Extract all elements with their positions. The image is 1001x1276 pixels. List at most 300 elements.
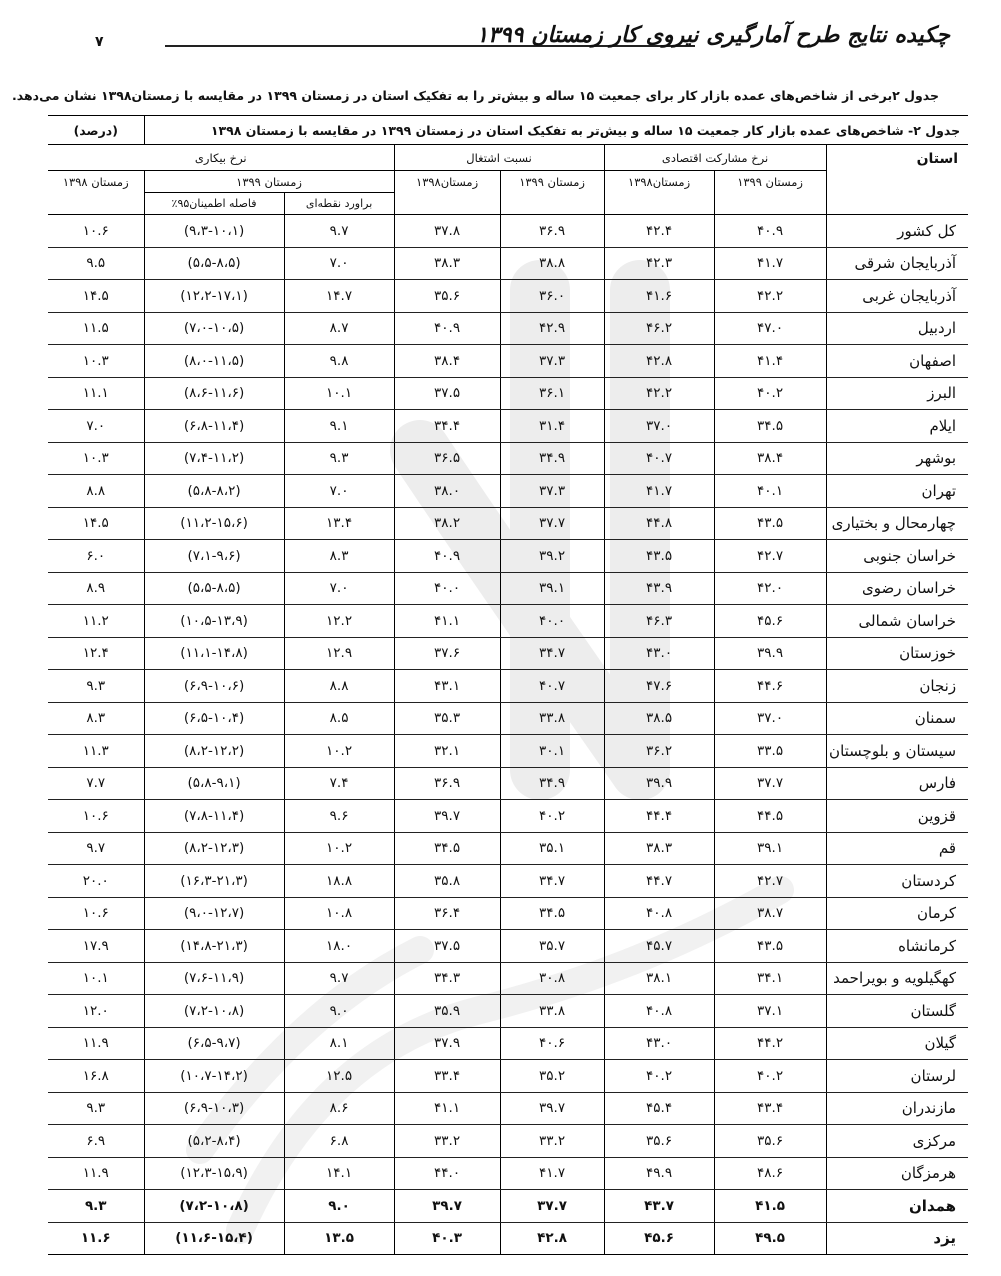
cell-participation-1398: ۳۸.۵ [604,702,714,735]
table-row [48,507,968,540]
cell-province: مازندران [826,1092,968,1125]
cell-province: قزوین [826,800,968,833]
cell-unemployment-1398: ۱۱.۳ [48,735,144,768]
cell-unemployment-point: ۱۸.۸ [284,865,394,898]
table-row [48,312,968,345]
cell-employment-1399: ۳۷.۳ [500,475,604,508]
cell-unemployment-ci: (۷،۰-۱۰،۵) [144,312,284,345]
table-row [48,1125,968,1158]
cell-unemployment-ci: (۹،۰-۱۲،۷) [144,897,284,930]
cell-employment-1399: ۳۳.۲ [500,1125,604,1158]
cell-unemployment-point: ۸.۸ [284,670,394,703]
cell-employment-1398: ۴۱.۱ [394,1092,500,1125]
cell-participation-1399: ۴۴.۶ [714,670,826,703]
cell-participation-1399: ۴۰.۲ [714,1060,826,1093]
cell-unemployment-1398: ۷.۰ [48,410,144,443]
cell-unemployment-ci: (۱۶،۳-۲۱،۳) [144,865,284,898]
cell-unemployment-1398: ۱۴.۵ [48,507,144,540]
cell-employment-1398: ۳۸.۳ [394,247,500,280]
table-row [48,377,968,410]
cell-employment-1399: ۳۴.۹ [500,767,604,800]
cell-unemployment-point: ۹.۳ [284,442,394,475]
cell-unemployment-point: ۸.۷ [284,312,394,345]
table-row [48,442,968,475]
cell-participation-1398: ۳۹.۹ [604,767,714,800]
cell-participation-1398: ۴۰.۷ [604,442,714,475]
cell-employment-1399: ۳۴.۹ [500,442,604,475]
cell-unemployment-ci: (۱۱،۱-۱۴،۸) [144,637,284,670]
cell-province: آذربایجان شرقی [826,247,968,280]
cell-employment-1399: ۳۶.۱ [500,377,604,410]
cell-unemployment-point: ۱۲.۲ [284,605,394,638]
cell-participation-1399: ۴۳.۴ [714,1092,826,1125]
cell-participation-1399: ۳۹.۱ [714,832,826,865]
table-caption: جدول ۲برخی از شاخص‌های عمده بازار کار برای جمعیت ۱۵ ساله و بیش‌تر را به تفکیک استان در زمستان ۱۳۹۹ در مقایسه با زمستان۱۳۹۸ نشان می‌دهد. [12,88,939,103]
cell-employment-1399: ۳۵.۲ [500,1060,604,1093]
cell-unemployment-ci: (۵،۵-۸،۵) [144,247,284,280]
cell-participation-1399: ۴۰.۹ [714,215,826,248]
col-unemployment-1399: زمستان ۱۳۹۹ [144,171,394,193]
cell-employment-1399: ۳۹.۲ [500,540,604,573]
cell-unemployment-point: ۱۰.۱ [284,377,394,410]
cell-unemployment-1398: ۱۱.۲ [48,605,144,638]
cell-participation-1398: ۴۳.۷ [604,1190,714,1223]
table-row [48,995,968,1028]
cell-participation-1399: ۴۳.۵ [714,507,826,540]
cell-unemployment-1398: ۹.۳ [48,1092,144,1125]
cell-unemployment-point: ۱۸.۰ [284,930,394,963]
cell-unemployment-1398: ۱۰.۶ [48,215,144,248]
cell-employment-1398: ۳۶.۹ [394,767,500,800]
cell-province: سیستان و بلوچستان [826,735,968,768]
group-employment: نسبت اشتغال [394,145,604,171]
cell-unemployment-ci: (۱۰،۷-۱۴،۲) [144,1060,284,1093]
cell-employment-1399: ۳۹.۱ [500,572,604,605]
cell-employment-1399: ۳۰.۸ [500,962,604,995]
cell-participation-1398: ۳۵.۶ [604,1125,714,1158]
cell-participation-1399: ۴۱.۷ [714,247,826,280]
cell-province: خراسان شمالی [826,605,968,638]
cell-participation-1398: ۴۲.۴ [604,215,714,248]
table-row [48,702,968,735]
cell-unemployment-point: ۱۰.۲ [284,735,394,768]
cell-unemployment-1398: ۹.۵ [48,247,144,280]
cell-unemployment-1398: ۱۲.۰ [48,995,144,1028]
cell-participation-1399: ۴۱.۴ [714,345,826,378]
cell-unemployment-ci: (۷،۱-۹،۶) [144,540,284,573]
table-row [48,247,968,280]
cell-participation-1399: ۳۷.۰ [714,702,826,735]
cell-unemployment-point: ۹.۰ [284,995,394,1028]
cell-participation-1398: ۳۶.۲ [604,735,714,768]
table-row [48,962,968,995]
cell-unemployment-point: ۹.۷ [284,962,394,995]
cell-unemployment-ci: (۶،۸-۱۱،۴) [144,410,284,443]
cell-participation-1398: ۴۶.۳ [604,605,714,638]
cell-employment-1398: ۳۵.۸ [394,865,500,898]
cell-province: آذربایجان غربی [826,280,968,313]
cell-employment-1398: ۳۶.۵ [394,442,500,475]
cell-province: همدان [826,1190,968,1223]
cell-participation-1398: ۴۰.۸ [604,897,714,930]
cell-unemployment-point: ۶.۸ [284,1125,394,1158]
cell-participation-1398: ۴۴.۷ [604,865,714,898]
table-row [48,410,968,443]
cell-unemployment-ci: (۷،۶-۱۱،۹) [144,962,284,995]
cell-employment-1399: ۴۰.۲ [500,800,604,833]
cell-province: لرستان [826,1060,968,1093]
cell-participation-1398: ۴۰.۸ [604,995,714,1028]
table-row [48,1060,968,1093]
cell-unemployment-point: ۷.۰ [284,572,394,605]
cell-participation-1399: ۳۴.۱ [714,962,826,995]
cell-unemployment-1398: ۷.۷ [48,767,144,800]
cell-unemployment-1398: ۱۰.۳ [48,442,144,475]
table-title: جدول ۲- شاخص‌های عمده بازار کار جمعیت ۱۵ ساله و بیش‌تر به تفکیک استان در زمستان ۱۳۹۹ در مقایسه با زمستان ۱۳۹۸ [144,116,968,145]
cell-province: فارس [826,767,968,800]
cell-unemployment-point: ۹.۱ [284,410,394,443]
cell-employment-1398: ۴۰.۹ [394,312,500,345]
cell-unemployment-point: ۱۲.۹ [284,637,394,670]
cell-employment-1398: ۴۴.۰ [394,1157,500,1190]
table-body [48,215,968,1255]
cell-unemployment-point: ۱۰.۸ [284,897,394,930]
cell-employment-1399: ۴۲.۹ [500,312,604,345]
table-row [48,930,968,963]
cell-unemployment-point: ۸.۶ [284,1092,394,1125]
cell-employment-1399: ۳۵.۷ [500,930,604,963]
cell-unemployment-ci: (۵،۸-۸،۲) [144,475,284,508]
cell-participation-1398: ۳۸.۱ [604,962,714,995]
cell-unemployment-ci: (۵،۸-۹،۱) [144,767,284,800]
cell-unemployment-1398: ۸.۹ [48,572,144,605]
cell-unemployment-1398: ۶.۹ [48,1125,144,1158]
cell-employment-1398: ۳۸.۰ [394,475,500,508]
cell-employment-1399: ۴۰.۷ [500,670,604,703]
cell-employment-1398: ۴۰.۳ [394,1222,500,1255]
cell-unemployment-1398: ۱۶.۸ [48,1060,144,1093]
cell-unemployment-point: ۸.۳ [284,540,394,573]
cell-employment-1398: ۳۵.۹ [394,995,500,1028]
cell-province: خوزستان [826,637,968,670]
cell-unemployment-1398: ۹.۳ [48,1190,144,1223]
cell-unemployment-ci: (۱۱،۲-۱۵،۶) [144,507,284,540]
cell-employment-1399: ۳۷.۷ [500,1190,604,1223]
cell-employment-1398: ۴۳.۱ [394,670,500,703]
cell-unemployment-point: ۹.۶ [284,800,394,833]
cell-participation-1398: ۳۷.۰ [604,410,714,443]
cell-participation-1399: ۴۴.۲ [714,1027,826,1060]
cell-province: ایلام [826,410,968,443]
cell-employment-1398: ۳۷.۹ [394,1027,500,1060]
cell-province: البرز [826,377,968,410]
cell-unemployment-1398: ۱۱.۹ [48,1157,144,1190]
table-row [48,897,968,930]
cell-employment-1398: ۳۳.۴ [394,1060,500,1093]
cell-unemployment-point: ۱۴.۱ [284,1157,394,1190]
cell-unemployment-point: ۸.۵ [284,702,394,735]
cell-employment-1398: ۳۴.۳ [394,962,500,995]
cell-employment-1398: ۴۰.۰ [394,572,500,605]
cell-participation-1398: ۴۶.۲ [604,312,714,345]
cell-unemployment-ci: (۷،۴-۱۱،۲) [144,442,284,475]
cell-participation-1398: ۴۲.۸ [604,345,714,378]
col-point-estimate: براورد نقطه‌ای [284,193,394,215]
cell-unemployment-point: ۱۴.۷ [284,280,394,313]
cell-participation-1399: ۳۴.۵ [714,410,826,443]
cell-province: سمنان [826,702,968,735]
table-row [48,215,968,248]
cell-unemployment-ci: (۱۰،۵-۱۳،۹) [144,605,284,638]
cell-participation-1398: ۴۹.۹ [604,1157,714,1190]
cell-participation-1398: ۴۳.۵ [604,540,714,573]
cell-participation-1399: ۴۱.۵ [714,1190,826,1223]
table-row [48,735,968,768]
cell-employment-1399: ۴۰.۰ [500,605,604,638]
cell-participation-1399: ۴۵.۶ [714,605,826,638]
cell-unemployment-point: ۹.۷ [284,215,394,248]
cell-participation-1398: ۴۵.۷ [604,930,714,963]
cell-unemployment-1398: ۶.۰ [48,540,144,573]
cell-unemployment-point: ۷.۰ [284,247,394,280]
cell-employment-1399: ۳۹.۷ [500,1092,604,1125]
cell-province: خراسان جنوبی [826,540,968,573]
col-participation-1398: زمستان۱۳۹۸ [604,171,714,215]
cell-unemployment-ci: (۶،۵-۱۰،۴) [144,702,284,735]
table-row [48,637,968,670]
cell-participation-1399: ۴۹.۵ [714,1222,826,1255]
header-title: چکیده نتایج طرح آمارگیری نیروی کار زمستان ۱۳۹۹ [476,22,950,48]
cell-province: کهگیلویه و بویراحمد [826,962,968,995]
cell-province: گیلان [826,1027,968,1060]
cell-province: گلستان [826,995,968,1028]
cell-unemployment-1398: ۱۱.۶ [48,1222,144,1255]
cell-province: زنجان [826,670,968,703]
cell-employment-1399: ۳۱.۴ [500,410,604,443]
cell-employment-1399: ۴۱.۷ [500,1157,604,1190]
cell-unemployment-ci: (۶،۹-۱۰،۳) [144,1092,284,1125]
cell-unemployment-point: ۹.۰ [284,1190,394,1223]
cell-employment-1399: ۳۶.۰ [500,280,604,313]
cell-unemployment-ci: (۷،۲-۱۰،۸) [144,995,284,1028]
labor-indicators-table [48,115,968,1255]
col-employment-1399: زمستان ۱۳۹۹ [500,171,604,215]
cell-unemployment-ci: (۷،۲-۱۰،۸) [144,1190,284,1223]
table-row [48,1092,968,1125]
cell-employment-1399: ۳۷.۳ [500,345,604,378]
cell-employment-1398: ۳۲.۱ [394,735,500,768]
cell-employment-1398: ۳۴.۴ [394,410,500,443]
cell-participation-1399: ۴۲.۷ [714,865,826,898]
table-row [48,475,968,508]
cell-unemployment-ci: (۵،۲-۸،۴) [144,1125,284,1158]
cell-participation-1399: ۴۳.۵ [714,930,826,963]
cell-employment-1399: ۳۷.۷ [500,507,604,540]
cell-unemployment-1398: ۱۰.۶ [48,897,144,930]
cell-unemployment-1398: ۲۰.۰ [48,865,144,898]
cell-participation-1399: ۳۸.۴ [714,442,826,475]
cell-unemployment-point: ۹.۸ [284,345,394,378]
cell-unemployment-ci: (۱۲،۲-۱۷،۱) [144,280,284,313]
cell-participation-1399: ۳۷.۷ [714,767,826,800]
cell-province: کرمانشاه [826,930,968,963]
cell-participation-1399: ۴۴.۵ [714,800,826,833]
cell-unemployment-1398: ۱۰.۶ [48,800,144,833]
cell-unemployment-ci: (۶،۹-۱۰،۶) [144,670,284,703]
cell-employment-1399: ۳۵.۱ [500,832,604,865]
cell-employment-1398: ۳۷.۵ [394,377,500,410]
cell-employment-1398: ۳۳.۲ [394,1125,500,1158]
table-row [48,865,968,898]
cell-participation-1399: ۴۰.۱ [714,475,826,508]
cell-participation-1398: ۴۴.۸ [604,507,714,540]
cell-province: یزد [826,1222,968,1255]
cell-unemployment-point: ۷.۰ [284,475,394,508]
cell-unemployment-point: ۸.۱ [284,1027,394,1060]
cell-unemployment-1398: ۸.۸ [48,475,144,508]
table-row [48,800,968,833]
cell-province: کردستان [826,865,968,898]
cell-unemployment-ci: (۸،۲-۱۲،۲) [144,735,284,768]
cell-participation-1398: ۴۲.۲ [604,377,714,410]
cell-unemployment-ci: (۶،۵-۹،۷) [144,1027,284,1060]
cell-participation-1398: ۴۴.۴ [604,800,714,833]
cell-employment-1399: ۳۰.۱ [500,735,604,768]
cell-employment-1399: ۳۳.۸ [500,702,604,735]
cell-employment-1398: ۳۶.۴ [394,897,500,930]
cell-participation-1398: ۴۳.۹ [604,572,714,605]
cell-employment-1399: ۳۴.۷ [500,637,604,670]
col-province: استان [826,145,968,215]
page-header [50,22,950,62]
cell-unemployment-point: ۷.۴ [284,767,394,800]
cell-province: بوشهر [826,442,968,475]
col-employment-1398: زمستان۱۳۹۸ [394,171,500,215]
table-row [48,345,968,378]
cell-employment-1399: ۴۲.۸ [500,1222,604,1255]
cell-participation-1398: ۴۳.۰ [604,637,714,670]
cell-participation-1398: ۴۵.۴ [604,1092,714,1125]
table-row [48,1222,968,1255]
cell-unemployment-1398: ۱۰.۱ [48,962,144,995]
cell-province: اصفهان [826,345,968,378]
cell-participation-1398: ۴۷.۶ [604,670,714,703]
cell-participation-1399: ۴۲.۷ [714,540,826,573]
table-row [48,670,968,703]
cell-unemployment-1398: ۹.۷ [48,832,144,865]
cell-unemployment-ci: (۷،۸-۱۱،۴) [144,800,284,833]
cell-unemployment-point: ۱۳.۴ [284,507,394,540]
cell-unemployment-1398: ۱۷.۹ [48,930,144,963]
table-row [48,1027,968,1060]
cell-unemployment-ci: (۸،۲-۱۲،۳) [144,832,284,865]
table-row [48,1157,968,1190]
cell-employment-1398: ۳۸.۴ [394,345,500,378]
cell-participation-1398: ۳۸.۳ [604,832,714,865]
cell-employment-1398: ۴۰.۹ [394,540,500,573]
cell-unemployment-ci: (۸،۰-۱۱،۵) [144,345,284,378]
cell-province: کرمان [826,897,968,930]
cell-employment-1398: ۳۵.۶ [394,280,500,313]
cell-unemployment-point: ۱۳.۵ [284,1222,394,1255]
table-row [48,540,968,573]
cell-unemployment-ci: (۸،۶-۱۱،۶) [144,377,284,410]
page-number: ۷ [95,34,104,50]
cell-unemployment-ci: (۹،۳-۱۰،۱) [144,215,284,248]
cell-participation-1399: ۳۵.۶ [714,1125,826,1158]
table-row [48,1190,968,1223]
cell-unemployment-point: ۱۰.۲ [284,832,394,865]
cell-employment-1398: ۴۱.۱ [394,605,500,638]
cell-participation-1399: ۴۰.۲ [714,377,826,410]
cell-province: مرکزی [826,1125,968,1158]
cell-unemployment-ci: (۱۲،۳-۱۵،۹) [144,1157,284,1190]
cell-unemployment-ci: (۵،۵-۸،۵) [144,572,284,605]
cell-employment-1398: ۳۴.۵ [394,832,500,865]
table-row [48,767,968,800]
group-unemployment: نرخ بیکاری [48,145,394,171]
cell-unemployment-1398: ۸.۳ [48,702,144,735]
cell-unemployment-point: ۱۲.۵ [284,1060,394,1093]
cell-province: خراسان رضوی [826,572,968,605]
cell-participation-1399: ۳۳.۵ [714,735,826,768]
cell-participation-1399: ۴۲.۰ [714,572,826,605]
cell-unemployment-1398: ۹.۳ [48,670,144,703]
col-confidence-interval: فاصله اطمینان۹۵٪ [144,193,284,215]
cell-participation-1398: ۴۱.۶ [604,280,714,313]
cell-employment-1399: ۴۰.۶ [500,1027,604,1060]
cell-participation-1398: ۴۲.۳ [604,247,714,280]
cell-unemployment-1398: ۱۴.۵ [48,280,144,313]
table-row [48,605,968,638]
cell-employment-1399: ۳۶.۹ [500,215,604,248]
cell-employment-1399: ۳۳.۸ [500,995,604,1028]
cell-province: چهارمحال و بختیاری [826,507,968,540]
cell-participation-1399: ۴۸.۶ [714,1157,826,1190]
cell-participation-1398: ۴۰.۲ [604,1060,714,1093]
group-participation: نرخ مشارکت اقتصادی [604,145,826,171]
cell-unemployment-1398: ۱۲.۴ [48,637,144,670]
cell-province: اردبیل [826,312,968,345]
table-title-row [48,116,968,145]
cell-participation-1399: ۳۷.۱ [714,995,826,1028]
cell-unemployment-1398: ۱۱.۱ [48,377,144,410]
cell-employment-1398: ۳۷.۸ [394,215,500,248]
cell-participation-1398: ۴۱.۷ [604,475,714,508]
cell-participation-1398: ۴۳.۰ [604,1027,714,1060]
cell-employment-1399: ۳۸.۸ [500,247,604,280]
cell-participation-1398: ۴۵.۶ [604,1222,714,1255]
cell-unemployment-1398: ۱۱.۹ [48,1027,144,1060]
col-unemployment-1398: زمستان ۱۳۹۸ [48,171,144,215]
cell-employment-1398: ۳۷.۵ [394,930,500,963]
cell-participation-1399: ۴۲.۲ [714,280,826,313]
cell-province: قم [826,832,968,865]
cell-participation-1399: ۳۸.۷ [714,897,826,930]
col-participation-1399: زمستان ۱۳۹۹ [714,171,826,215]
cell-participation-1399: ۴۷.۰ [714,312,826,345]
cell-unemployment-1398: ۱۰.۳ [48,345,144,378]
cell-province: کل کشور [826,215,968,248]
table-row [48,280,968,313]
cell-employment-1398: ۳۹.۷ [394,1190,500,1223]
cell-unemployment-ci: (۱۱،۶-۱۵،۴) [144,1222,284,1255]
cell-unemployment-1398: ۱۱.۵ [48,312,144,345]
cell-employment-1398: ۳۷.۶ [394,637,500,670]
cell-province: تهران [826,475,968,508]
table-unit: (درصد) [48,116,144,145]
cell-participation-1399: ۳۹.۹ [714,637,826,670]
